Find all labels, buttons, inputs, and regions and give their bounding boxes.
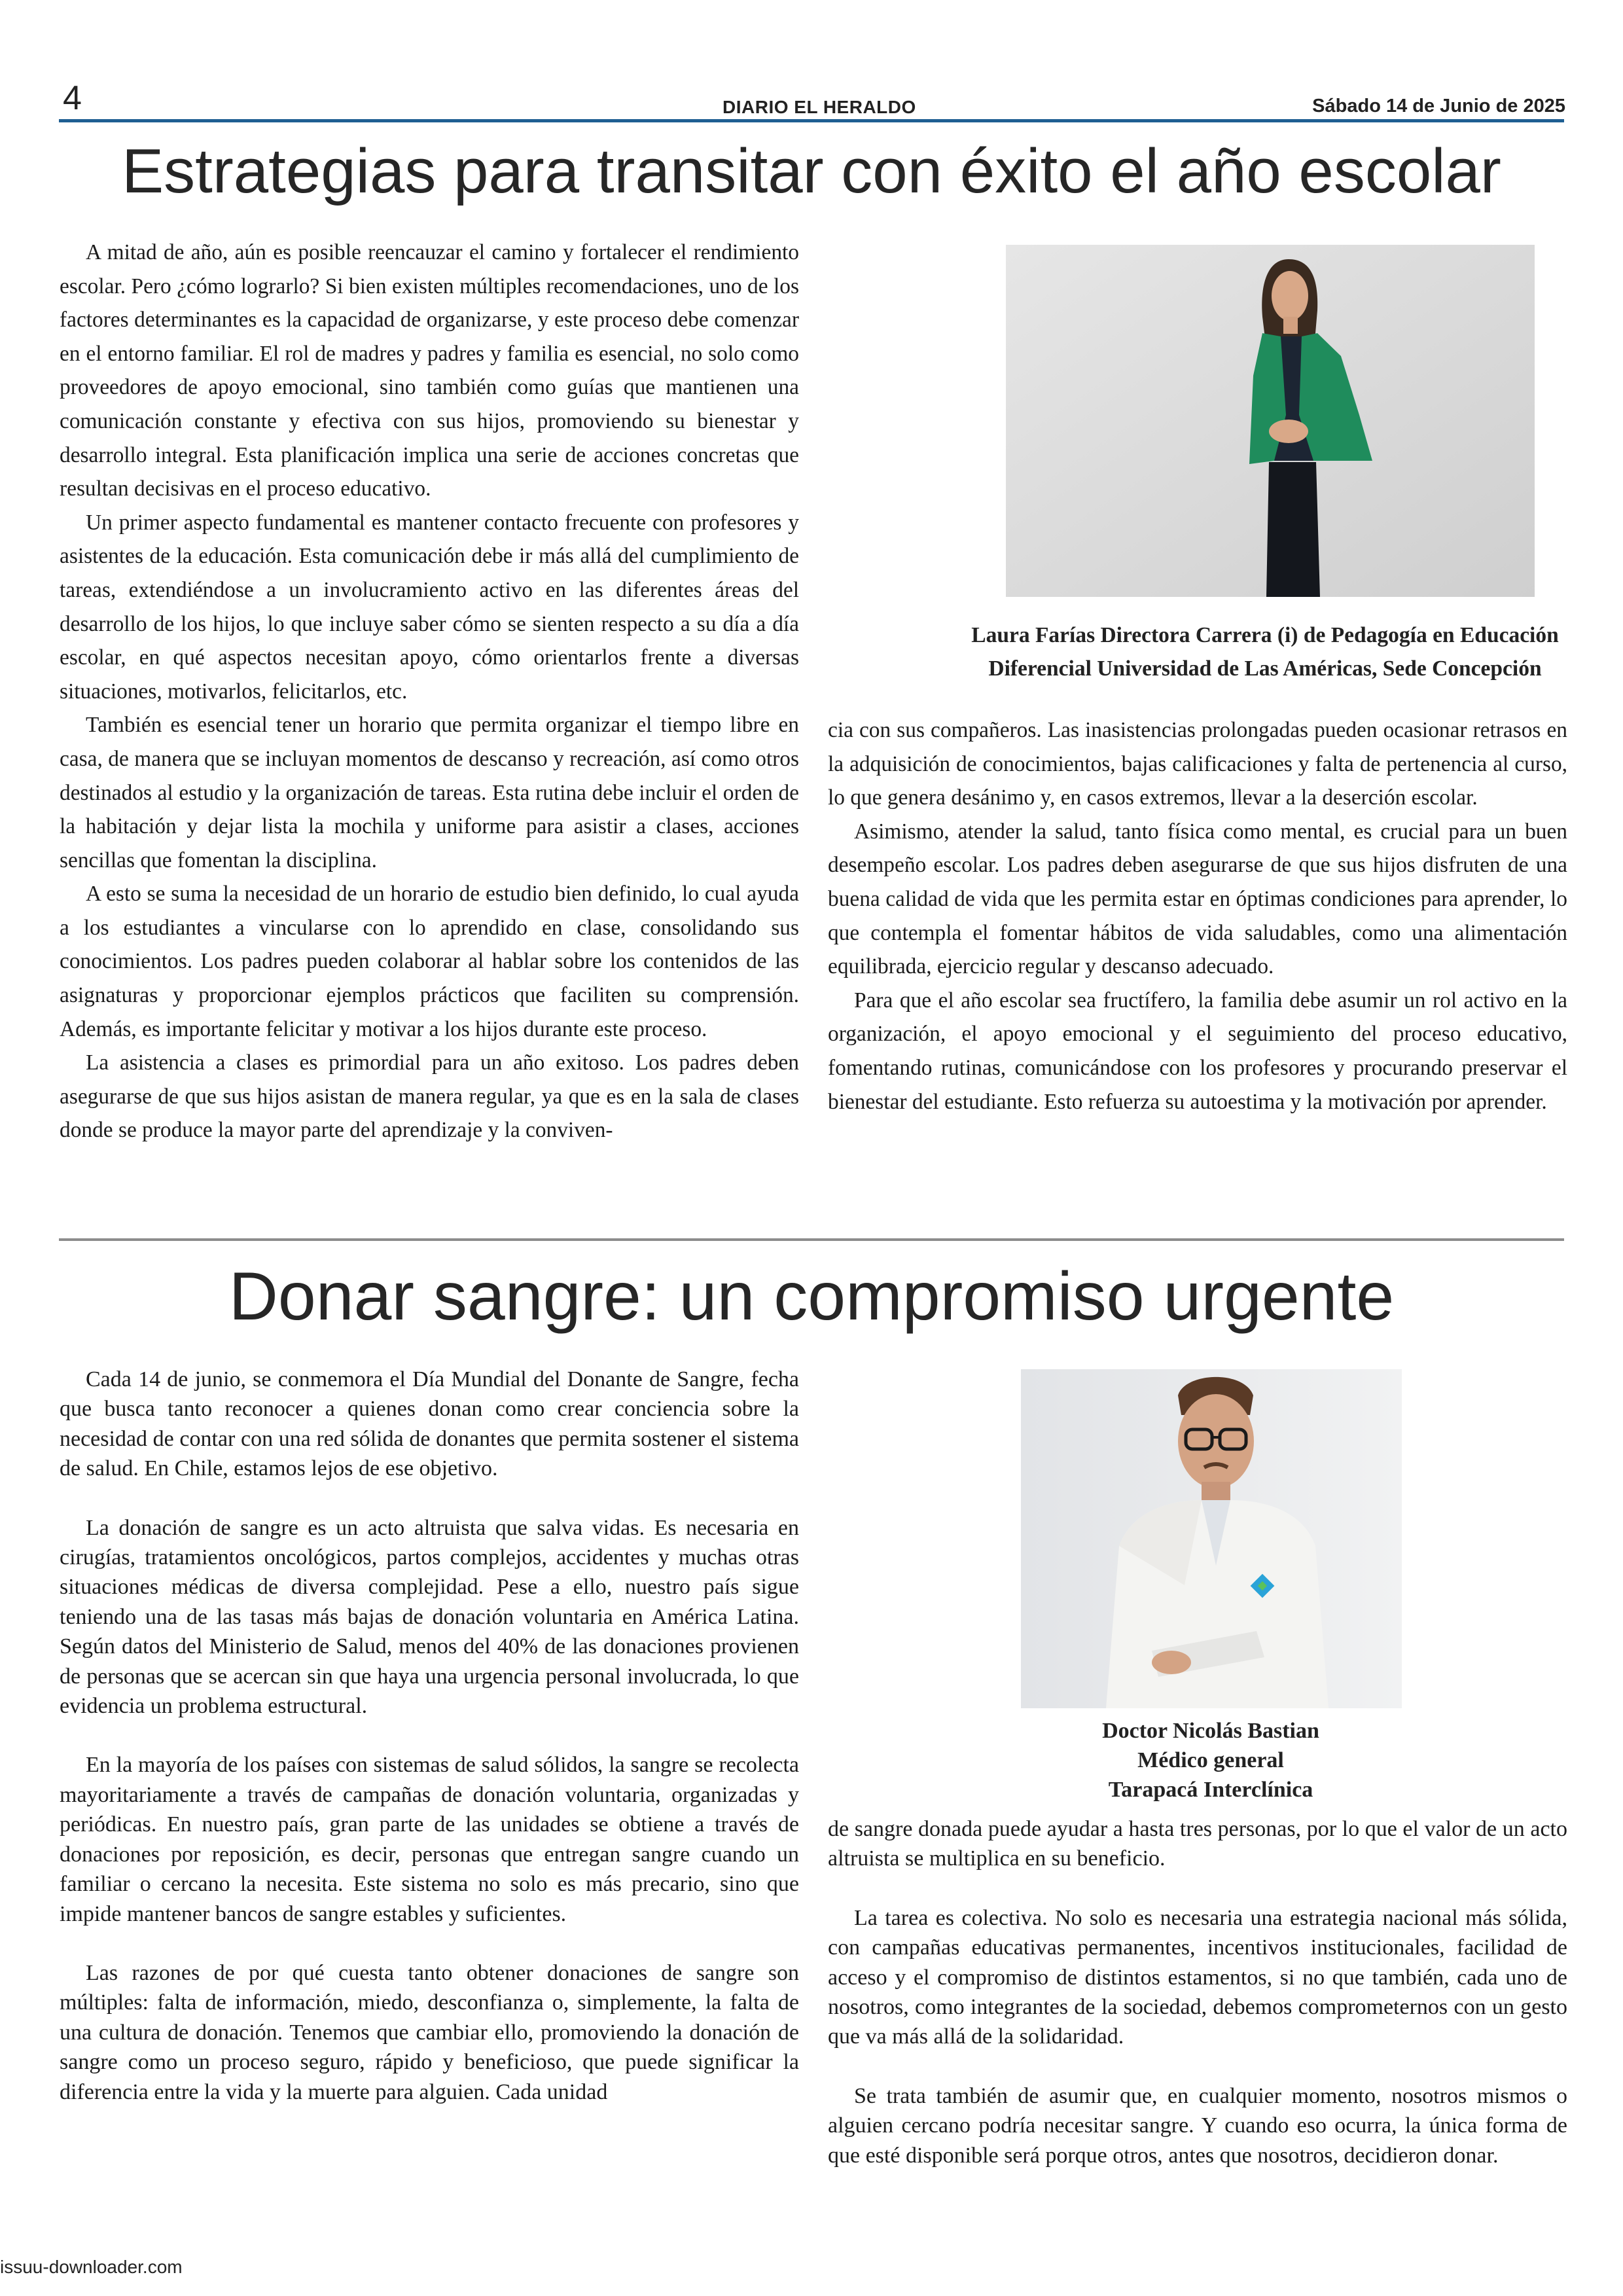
paragraph: cia con sus compañeros. Las inasistencias prolongadas pueden ocasionar retrasos en la adquisición de conocimientos, bajas calificaciones y falta de pertenencia al curso, lo que genera desánimo y, en casos extremos, llevar a la deserción escolar. (828, 718, 1567, 810)
portrait-photo-laura-farias (1006, 245, 1535, 597)
article-1-title: Estrategias para transitar con éxito el año escolar (122, 136, 1501, 206)
paragraph: Se trata también de asumir que, en cualquier momento, nosotros mismos o alguien cercano podría necesitar sangre. Y cuando eso ocurra, la única forma de que esté disponible será porque otros, antes que nosotros, decidieron donar. (828, 2083, 1567, 2168)
paragraph: En la mayoría de los países con sistemas de salud sólidos, la sangre se recolecta mayoritariamente a través de campañas de donación voluntaria, organizadas y periódicas. En nuestro país, gran parte de las unidades se obtiene a través de donaciones por reposición, es decir, personas que entregan sangre cuando un familiar o cercano la necesita. Este sistema no solo es más precario, sino que impide mantener bancos de sangre estables y suficientes. (60, 1753, 799, 1926)
header-rule (59, 119, 1564, 122)
paragraph: Para que el año escolar sea fructífero, la familia debe asumir un rol activo en la organización, el apoyo emocional y el seguimiento del proceso educativo, fomentando rutinas, comunicándose con los profesores y procurando preservar el bienestar del estudiante. Esto refuerza su autoestima y la motivación por aprender. (828, 988, 1567, 1114)
portrait-illustration (1021, 1369, 1402, 1708)
caption-line: Tarapacá Interclínica (1108, 1778, 1313, 1802)
caption-line: Diferencial Universidad de Las Américas, Sede Concepción (988, 656, 1542, 681)
article-2-left-column (60, 1365, 799, 2136)
paragraph: A esto se suma la necesidad de un horario de estudio bien definido, lo cual ayuda a los estudiantes a vincularse con lo aprendido en clase, consolidando sus conocimientos. Los padres pueden colaborar al hablar sobre los contenidos de las asignaturas y proporcionar ejemplos prácticos que faciliten su comprensión. Además, es importante felicitar y motivar a los hijos durante este proceso. (60, 882, 799, 1041)
portrait-photo-nicolas-bastian (1021, 1369, 1402, 1708)
paragraph: La tarea es colectiva. No solo es necesaria una estrategia nacional más sólida, con campañas educativas permanentes, incentivos institucionales, facilidad de acceso y el compromiso de distintos estamentos, si no que también, cada uno de nosotros, como integrantes de la sociedad, debemos comprometernos con un gesto que va más allá de la solidaridad. (828, 1905, 1567, 2049)
article-separator (59, 1238, 1564, 1241)
page-number: 4 (63, 79, 82, 117)
article-1-right-column (828, 713, 1567, 1119)
watermark-text: issuu-downloader.com (0, 2257, 183, 2277)
issue-date: Sábado 14 de Junio de 2025 (1312, 96, 1565, 117)
paragraph: A mitad de año, aún es posible reencauzar el camino y fortalecer el rendimiento escolar. Pero ¿cómo lograrlo? Si bien existen múltiples recomendaciones, uno de los factores determinantes es la capacidad de organizarse, y este proceso debe comenzar en el entorno familiar. El rol de madres y padres y familia es esencial, no solo como proveedores de apoyo emocional, sino también como guías que mantienen una comunicación constante y efectiva con sus hijos, promoviendo su bienestar y desarrollo integral. Esta planificación implica una serie de acciones concretas que resultan decisivas en el proceso educativo. (60, 240, 799, 501)
paragraph: La donación de sangre es un acto altruista que salva vidas. Es necesaria en cirugías, tratamientos oncológicos, partos complejos, accidentes y muchas otras situaciones médicas de diversa complejidad. Pese a ello, nuestro país sigue teniendo una de las tasas más bajas de donación voluntaria en América Latina. Según datos del Ministerio de Salud, menos del 40% de las donaciones provienen de personas que se acercan sin que haya una urgencia personal involucrada, lo que evidencia un problema estructural. (60, 1515, 799, 1719)
caption-line: Laura Farías Directora Carrera (i) de Pedagogía en Educación (971, 623, 1559, 647)
caption-line: Médico general (1137, 1748, 1284, 1772)
paragraph: de sangre donada puede ayudar a hasta tres personas, por lo que el valor de un acto altruista se multiplica en su beneficio. (828, 1817, 1567, 1871)
portrait-illustration (1006, 245, 1535, 597)
paragraph: Las razones de por qué cuesta tanto obtener donaciones de sangre son múltiples: falta de información, miedo, desconfianza o, simplemente, la falta de una cultura de donación. Tenemos que cambiar ello, promoviendo la donación de sangre como un proceso seguro, rápido y beneficioso, que puede significar la diferencia entre la vida y la muerte para alguien. Cada unidad (60, 1960, 799, 2104)
newspaper-name: DIARIO EL HERALDO (722, 97, 916, 117)
paragraph: Un primer aspecto fundamental es mantener contacto frecuente con profesores y asistentes de la educación. Esta comunicación debe ir más allá del cumplimiento de tareas, extendiéndose a un involucramiento activo en las diferentes áreas del desarrollo de los hijos, lo que incluye saber cómo se sienten respecto a su día a día escolar, en qué aspectos necesitan apoyo, cómo orientarlos frente a diversas situaciones, motivarlos, felicitarlos, etc. (60, 510, 799, 704)
article-1-left-column (60, 236, 799, 1147)
photo-caption-2 (995, 1716, 1427, 1804)
photo-caption-1 (830, 619, 1623, 685)
paragraph: La asistencia a clases es primordial para un año exitoso. Los padres deben asegurarse de que sus hijos asistan de manera regular, ya que es en la sala de clases donde se produce la mayor parte del aprendizaje y la conviven- (60, 1050, 799, 1143)
paragraph: Cada 14 de junio, se conmemora el Día Mundial del Donante de Sangre, fecha que busca tanto reconocer a quienes donan como crear conciencia sobre la necesidad de contar con una red sólida de donantes que permita sostener el sistema de salud. En Chile, estamos lejos de ese objetivo. (60, 1367, 799, 1481)
article-2-title: Donar sangre: un compromiso urgente (228, 1259, 1395, 1335)
paragraph: También es esencial tener un horario que permita organizar el tiempo libre en casa, de manera que se incluyan momentos de descanso y recreación, así como otros destinados al estudio y la organización de tareas. Esta rutina debe incluir el orden de la habitación y dejar lista la mochila y uniforme para asistir a clases, acciones sencillas que fomentan la disciplina. (60, 713, 799, 872)
caption-line: Doctor Nicolás Bastian (1102, 1719, 1319, 1743)
article-2-right-column (828, 1814, 1567, 2200)
paragraph: Asimismo, atender la salud, tanto física como mental, es crucial para un buen desempeño escolar. Los padres deben asegurarse de que sus hijos disfruten de una buena calidad de vida que les permita estar en óptimas condiciones para aprender, lo que contempla el fomentar hábitos de vida saludables, como una alimentación equilibrada, ejercicio regular y descanso adecuado. (828, 819, 1567, 979)
